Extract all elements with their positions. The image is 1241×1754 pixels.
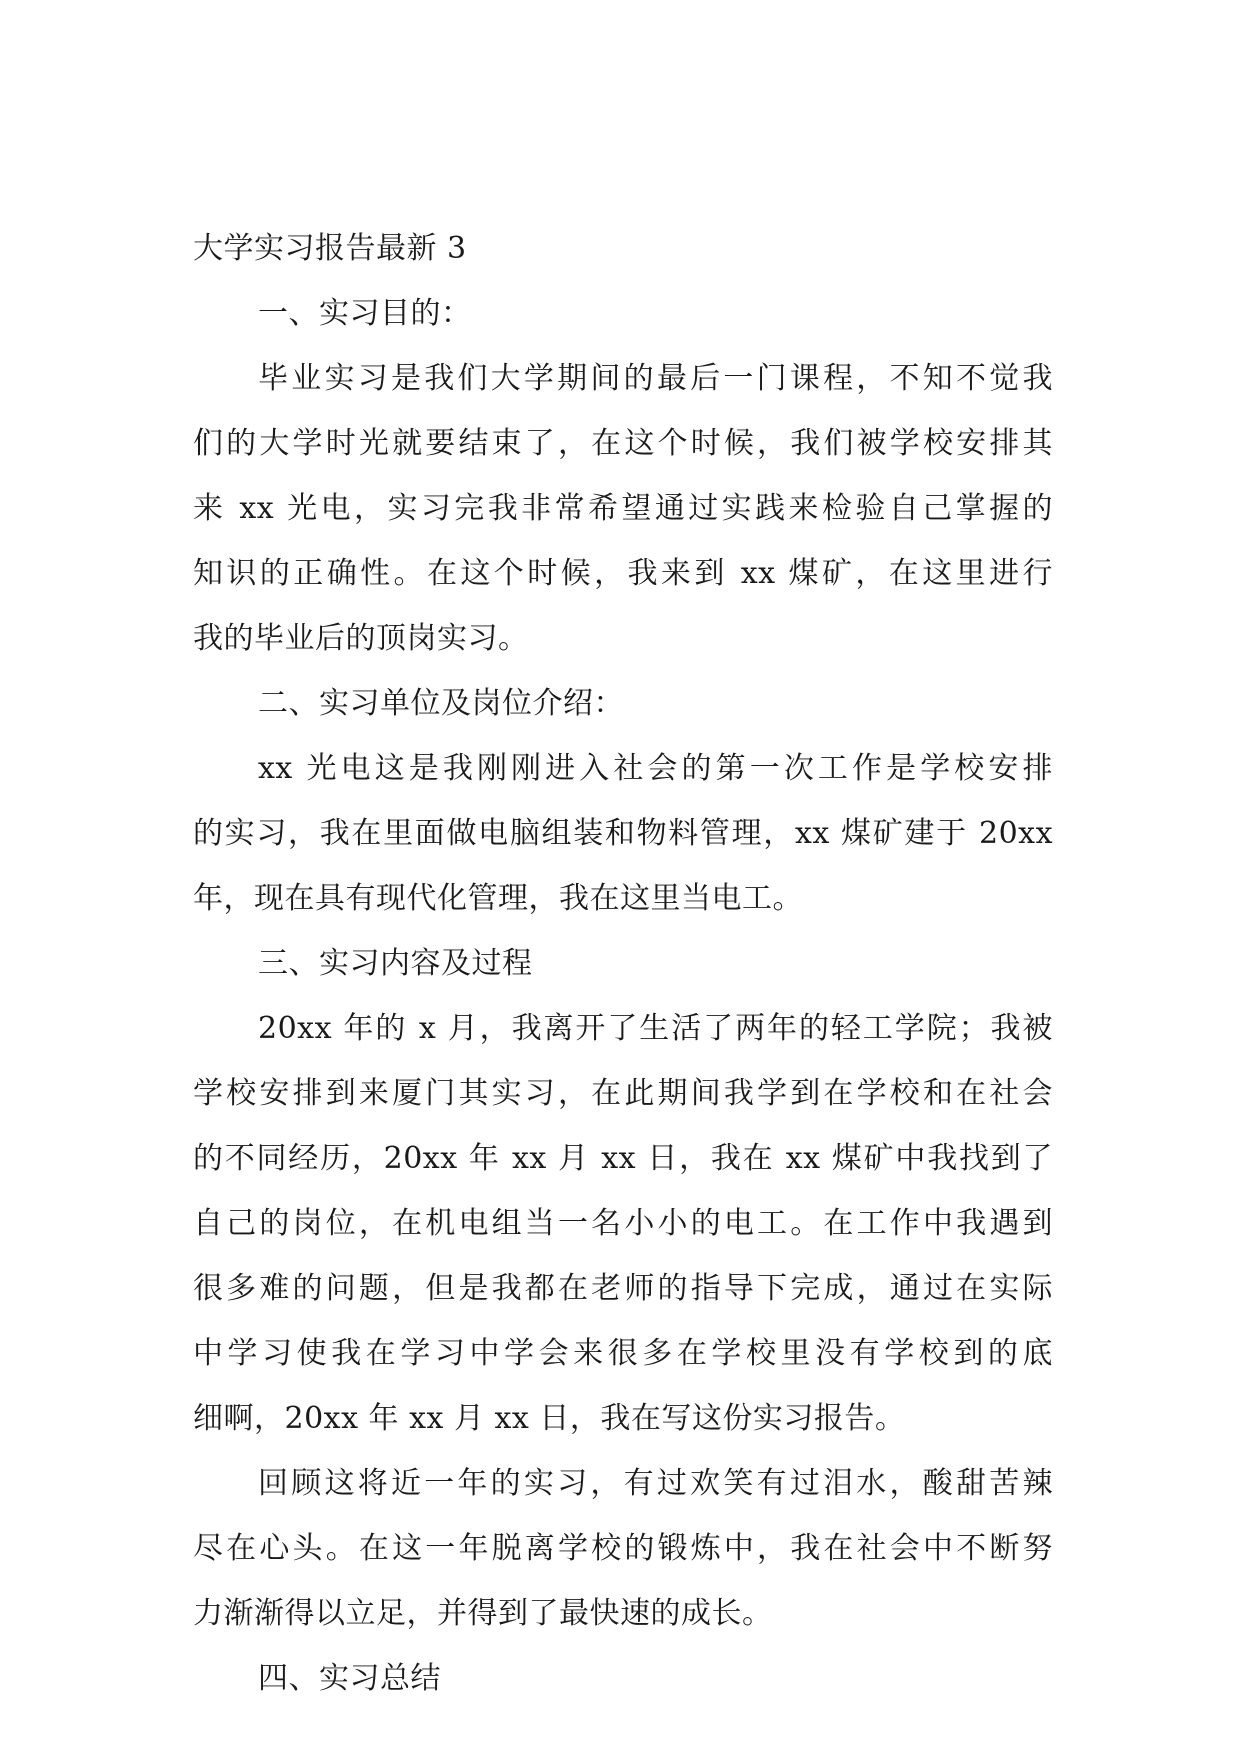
paragraph-line: 力渐渐得以立足，并得到了最快速的成长。: [193, 1596, 773, 1631]
paragraph-line: 知识的正确性。在这个时候，我来到 xx 煤矿，在这里进行: [193, 556, 1053, 591]
paragraph-line: 细啊，20xx 年 xx 月 xx 日，我在写这份实习报告。: [193, 1401, 906, 1436]
paragraph-line: 的不同经历，20xx 年 xx 月 xx 日，我在 xx 煤矿中我找到了: [193, 1141, 1053, 1176]
paragraph-line: 年，现在具有现代化管理，我在这里当电工。: [193, 881, 803, 916]
paragraph-line: 回顾这将近一年的实习，有过欢笑有过泪水，酸甜苦辣: [258, 1466, 1053, 1501]
section-heading-unit: 二、实习单位及岗位介绍：: [258, 686, 624, 721]
paragraph-line: 们的大学时光就要结束了，在这个时候，我们被学校安排其: [193, 426, 1053, 461]
paragraph-line: 尽在心头。在这一年脱离学校的锻炼中，我在社会中不断努: [193, 1531, 1053, 1566]
section-heading-summary: 四、实习总结: [258, 1661, 441, 1696]
section-heading-purpose: 一、实习目的：: [258, 296, 472, 331]
document-title: 大学实习报告最新 3: [193, 231, 467, 266]
paragraph-line: 中学习使我在学习中学会来很多在学校里没有学校到的底: [193, 1336, 1053, 1371]
paragraph-line: 毕业实习是我们大学期间的最后一门课程，不知不觉我: [258, 361, 1053, 396]
paragraph-line: 很多难的问题，但是我都在老师的指导下完成，通过在实际: [193, 1271, 1053, 1306]
paragraph-line: 自己的岗位，在机电组当一名小小的电工。在工作中我遇到: [193, 1206, 1053, 1241]
paragraph-line: 学校安排到来厦门其实习，在此期间我学到在学校和在社会: [193, 1076, 1053, 1111]
section-heading-content: 三、实习内容及过程: [258, 946, 533, 981]
paragraph-line: 的实习，我在里面做电脑组装和物料管理，xx 煤矿建于 20xx: [193, 816, 1053, 851]
document-body: [193, 216, 1053, 1711]
paragraph-line: 来 xx 光电，实习完我非常希望通过实践来检验自己掌握的: [193, 491, 1053, 526]
paragraph-line: 20xx 年的 x 月，我离开了生活了两年的轻工学院；我被: [258, 1011, 1053, 1046]
paragraph-line: 我的毕业后的顶岗实习。: [193, 621, 529, 656]
paragraph-line: xx 光电这是我刚刚进入社会的第一次工作是学校安排: [258, 751, 1053, 786]
